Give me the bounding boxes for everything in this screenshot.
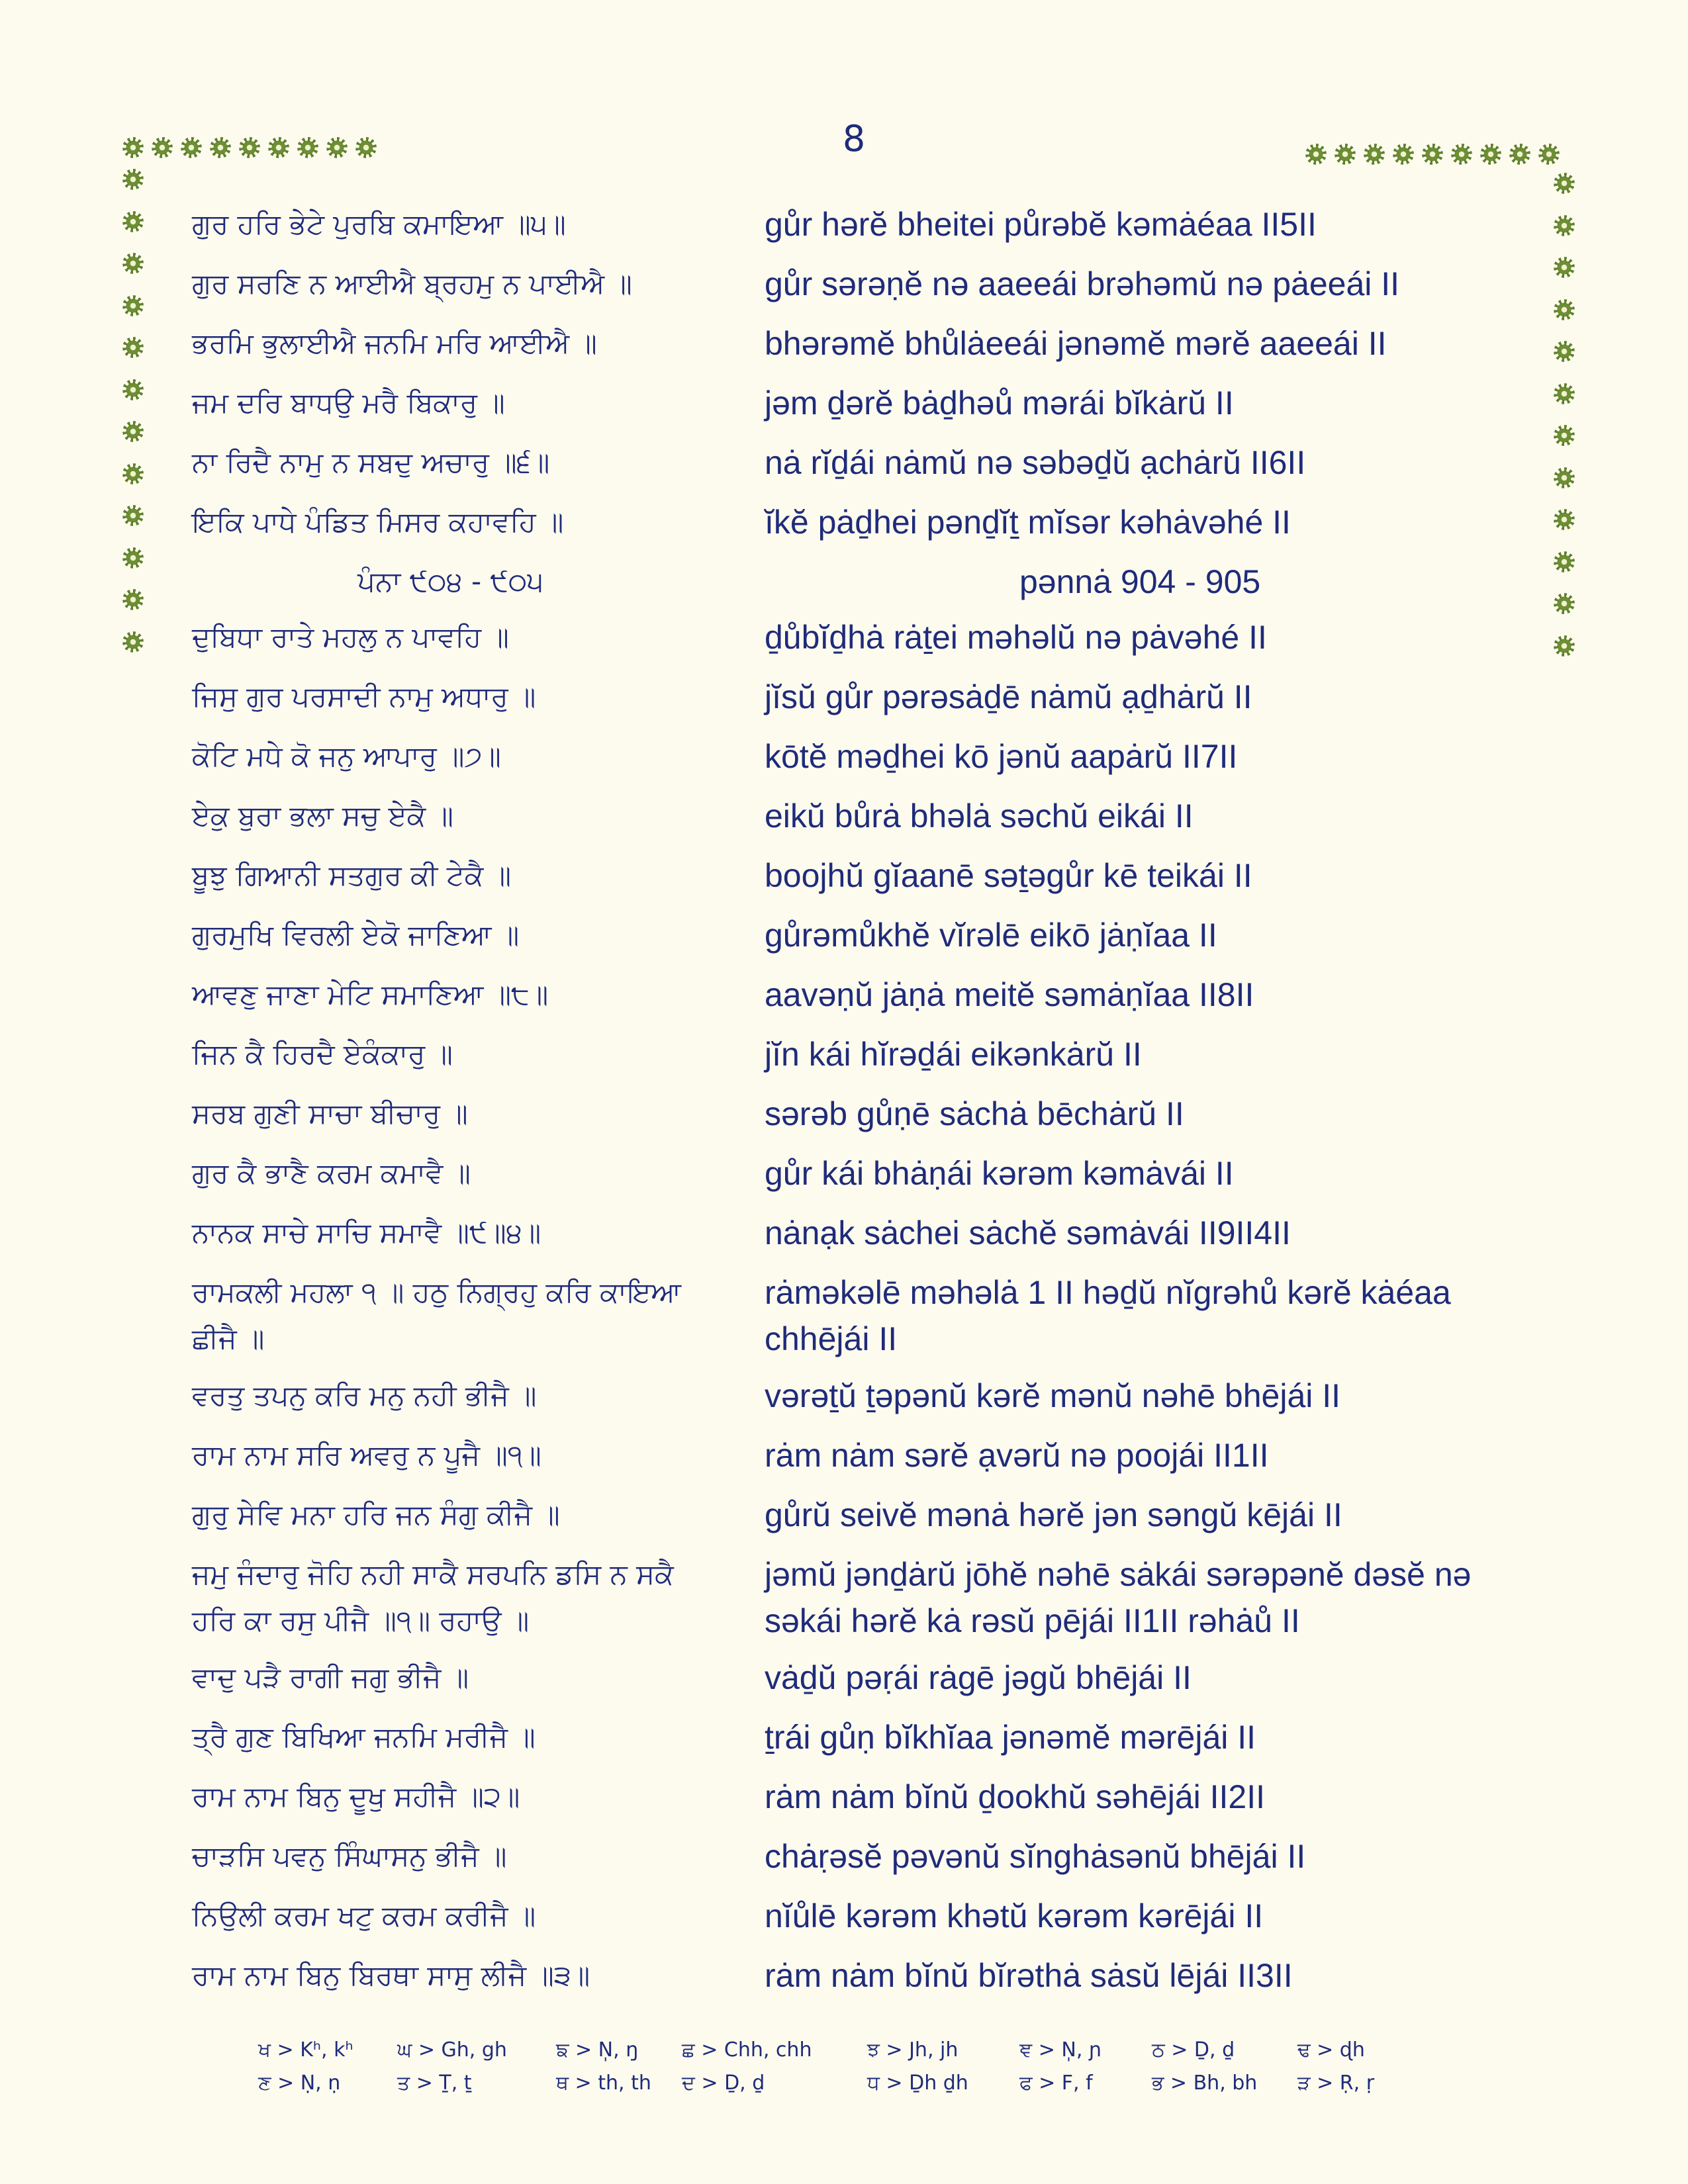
legend-item: ਝ > Jh, jh — [867, 2038, 959, 2062]
gurmukhi-text: ਗੁਰਮੁਖਿ ਵਿਰਲੀ ਏਕੋ ਜਾਣਿਆ ॥ — [192, 919, 520, 951]
transliteration-text: sərəb gůṇē sȧchȧ bēchȧrŭ II — [765, 1095, 1184, 1132]
transliteration-text: gůr hərĕ bheitei půrəbĕ kəmȧéaa II5II — [765, 206, 1317, 243]
legend-item: ਛ > Chh, chh — [682, 2038, 812, 2062]
gurmukhi-text: ਨਿਉਲੀ ਕਰਮ ਖਟੁ ਕਰਮ ਕਰੀਜੈ ॥ — [192, 1899, 536, 1932]
gurmukhi-text: ਨਾ ਰਿਦੈ ਨਾਮੁ ਨ ਸਬਦੁ ਅਚਾਰੁ ॥੬॥ — [192, 446, 550, 478]
transliteration-text: bhərəmĕ bhůlȧeeái jənəmĕ mərĕ aaeeái II — [765, 325, 1387, 362]
transliteration-text: nȧnạk sȧchei sȧchĕ səmȧvái II9II4II — [765, 1214, 1291, 1251]
transliteration-text: boojhŭ gĭaanē səṯəgůr kē teikái II — [765, 857, 1252, 894]
legend-item: ਤ > Ṯ, ṯ — [397, 2071, 472, 2095]
gurmukhi-text: ਰਾਮ ਨਾਮ ਸਰਿ ਅਵਰੁ ਨ ਪੂਜੈ ॥੧॥ — [192, 1439, 541, 1471]
legend-item: ਣ > Ṇ, ṇ — [258, 2071, 341, 2095]
flower-ornament-icon — [1307, 146, 1325, 163]
flower-ornament-icon — [1424, 146, 1441, 163]
flower-ornament-icon — [1556, 343, 1573, 360]
transliteration-text: rȧməkəlē məhəlȧ 1 II həḏŭ nĭgrəhů kərĕ kȧéaa chhējái II — [765, 1274, 1451, 1357]
legend-item: ਢ > ɖh — [1297, 2038, 1365, 2062]
gurmukhi-text: ਇਕਿ ਪਾਧੇ ਪੰਡਿਤ ਮਿਸਰ ਕਹਾਵਹਿ ॥ — [192, 506, 564, 538]
gurmukhi-text: ਵਾਦੁ ਪੜੈ ਰਾਗੀ ਜਗੁ ਭੀਜੈ ॥ — [192, 1661, 469, 1694]
flower-ornament-icon — [212, 139, 229, 156]
flower-ornament-icon — [1336, 146, 1354, 163]
flower-ornament-icon — [270, 139, 287, 156]
flower-ornament-icon — [124, 423, 142, 440]
transliteration-text: vȧḏŭ pəṛái rȧgē jəgŭ bhējái II — [765, 1659, 1192, 1696]
transliteration-text: nĭůlē kərəm khətŭ kərəm kərējái II — [765, 1897, 1264, 1934]
transliteration-text: rȧm nȧm sərĕ ạvərŭ nə poojái II1II — [765, 1437, 1269, 1474]
flower-ornament-icon — [124, 139, 142, 156]
gurmukhi-text: ਵਰਤੁ ਤਪਨੁ ਕਰਿ ਮਨੁ ਨਹੀ ਭੀਜੈ ॥ — [192, 1379, 537, 1412]
legend-item: ਥ > th, th — [556, 2071, 651, 2095]
flower-ornament-icon — [1556, 259, 1573, 276]
page-number: 8 — [842, 118, 866, 159]
transliteration-text: vərəṯŭ ṯəpənŭ kərĕ mənŭ nəhē bhējái II — [765, 1377, 1341, 1414]
flower-ornament-icon — [124, 171, 142, 188]
gurmukhi-text: ਕੋਟਿ ਮਧੇ ਕੋ ਜਨੁ ਆਪਾਰੁ ॥੭॥ — [192, 740, 501, 772]
transliteration-text: jĭsŭ gůr pərəsȧḏē nȧmŭ ạḏhȧrŭ II — [765, 678, 1252, 715]
transliteration-text: ṯrái gůṇ bĭkhĭaa jənəmĕ mərējái II — [765, 1719, 1256, 1756]
gurmukhi-text: ਏਕੁ ਬੁਰਾ ਭਲਾ ਸਚੁ ਏਕੈ ॥ — [192, 799, 453, 832]
gurmukhi-text: ਸਰਬ ਗੁਣੀ ਸਾਚਾ ਬੀਚਾਰੁ ॥ — [192, 1097, 468, 1130]
gurmukhi-text: ਜਮ ਦਰਿ ਬਾਧਉ ਮਰੈ ਬਿਕਾਰੁ ॥ — [192, 387, 505, 419]
flower-ornament-icon — [124, 591, 142, 608]
flower-ornament-icon — [1511, 146, 1528, 163]
gurmukhi-text: ਜਮੁ ਜੰਦਾਰੁ ਜੋਹਿ ਨਹੀ ਸਾਕੈ ਸਰਪਨਿ ਡਸਿ ਨ ਸਕੈ ਹਰਿ ਕਾ ਰਸੁ ਪੀਜੈ ॥੧॥ ਰਹਾਉ ॥ — [192, 1558, 674, 1637]
transliteration-text: ĭkĕ pȧḏhei pənḏĭṯ mĭsər kəhȧvəhé II — [765, 504, 1291, 541]
gurmukhi-text: ਜਿਸੁ ਗੁਰ ਪਰਸਾਦੀ ਨਾਮੁ ਅਧਾਰੁ ॥ — [192, 680, 536, 713]
gurmukhi-text: ਰਾਮ ਨਾਮ ਬਿਨੁ ਬਿਰਥਾ ਸਾਸੁ ਲੀਜੈ ॥੩॥ — [192, 1959, 590, 1991]
flower-ornament-icon — [1366, 146, 1383, 163]
flower-ornament-icon — [124, 549, 142, 567]
flower-ornament-icon — [1482, 146, 1499, 163]
transliteration-text: ḏůbĭḏhȧ rȧṯei məhəlŭ nə pȧvəhé II — [765, 619, 1267, 656]
gurmukhi-text: ਗੁਰ ਕੈ ਭਾਣੈ ਕਰਮ ਕਮਾਵੈ ॥ — [192, 1157, 471, 1189]
legend-item: ੜ > Ṛ, ṛ — [1297, 2071, 1375, 2095]
flower-ornament-icon — [1556, 175, 1573, 192]
flower-ornament-icon — [1395, 146, 1412, 163]
flower-ornament-icon — [1540, 146, 1558, 163]
flower-ornament-icon — [1556, 511, 1573, 528]
flower-ornament-icon — [1556, 637, 1573, 655]
flower-ornament-icon — [1556, 469, 1573, 486]
legend-item: ਦ > Ḏ, ḏ — [682, 2071, 765, 2095]
gurmukhi-text: ਰਾਮ ਨਾਮ ਬਿਨੁ ਦੂਖੁ ਸਹੀਜੈ ॥੨॥ — [192, 1780, 520, 1813]
gurmukhi-text: ਤ੍ਰੈ ਗੁਣ ਬਿਖਿਆ ਜਨਮਿ ਮਰੀਜੈ ॥ — [192, 1721, 536, 1753]
legend-item: ਫ > F, f — [1019, 2071, 1093, 2095]
transliteration-text: kōtĕ məḏhei kō jənŭ aapȧrŭ II7II — [765, 738, 1238, 775]
transliteration-text: jəm ḏərĕ bȧḏhəů mərái bĭkȧrŭ II — [765, 385, 1234, 422]
flower-ornament-icon — [183, 139, 200, 156]
transliteration-text: chȧṛəsĕ pəvənŭ sĭnghȧsənŭ bhējái II — [765, 1838, 1306, 1875]
transliteration-text: eikŭ bůrȧ bhəlȧ səchŭ eikái II — [765, 797, 1194, 835]
transliteration-text: gůr sərəṇĕ nə aaeeái brəhəmŭ nə pȧeeái II — [765, 265, 1400, 302]
legend-item: ਭ > Bh, bh — [1152, 2071, 1258, 2095]
gurmukhi-text: ਨਾਨਕ ਸਾਚੇ ਸਾਚਿ ਸਮਾਵੈ ॥੯॥੪॥ — [192, 1216, 541, 1249]
flower-ornament-icon — [124, 465, 142, 482]
legend-item: ਖ > Kʰ, kʰ — [258, 2038, 353, 2062]
transliteration-text: aavəṇŭ jȧṇȧ meitĕ səmȧṇĭaa II8II — [765, 976, 1254, 1013]
gurmukhi-text: ਆਵਣੁ ਜਾਣਾ ਮੇਟਿ ਸਮਾਣਿਆ ॥੮॥ — [192, 978, 549, 1011]
gurmukhi-text: ਪੰਨਾ ੯੦੪ - ੯੦੫ — [357, 565, 543, 598]
flower-ornament-icon — [124, 297, 142, 314]
transliteration-text: gůr kái bhȧṇái kərəm kəmȧvái II — [765, 1155, 1234, 1192]
gurmukhi-text: ਗੁਰ ਹਰਿ ਭੇਟੇ ਪੁਰਬਿ ਕਮਾਇਆ ॥੫॥ — [192, 208, 566, 240]
transliteration-text: jĭn kái hĭrəḏái eikənkȧrŭ II — [765, 1036, 1142, 1073]
flower-ornament-icon — [357, 139, 375, 156]
transliteration-text: gůrəmůkhĕ vĭrəlē eikō jȧṇĭaa II — [765, 917, 1217, 954]
legend-item: ਧ > Ḏh ḏh — [867, 2071, 968, 2095]
transliteration-text: nȧ rĭḏái nȧmŭ nə səbəḏŭ ạchȧrŭ II6II — [765, 444, 1306, 481]
legend-item: ਞ > N̩, ɲ — [1019, 2038, 1102, 2062]
legend-item: ਙ > N̩, ŋ — [556, 2038, 639, 2062]
flower-ornament-icon — [124, 633, 142, 651]
flower-ornament-icon — [154, 139, 171, 156]
gurmukhi-text: ਭਰਮਿ ਭੁਲਾਈਐ ਜਨਮਿ ਮਰਿ ਆਈਐ ॥ — [192, 327, 597, 359]
flower-ornament-icon — [1556, 427, 1573, 444]
transliteration-text: rȧm nȧm bĭnŭ bĭrəthȧ sȧsŭ lējái II3II — [765, 1957, 1293, 1994]
legend-item: ਘ > Gh, gh — [397, 2038, 507, 2062]
flower-ornament-icon — [241, 139, 258, 156]
transliteration-text: jəmŭ jənḏȧrŭ jōhĕ nəhē sȧkái sərəpənĕ dəsĕ nə səkái hərĕ kȧ rəsŭ pējái II1II rəhȧů II — [765, 1556, 1472, 1639]
gurmukhi-text: ਬੂਝੁ ਗਿਆਨੀ ਸਤਗੁਰ ਕੀ ਟੇਕੈ ॥ — [192, 859, 512, 891]
transliteration-text: gůrŭ seivĕ mənȧ hərĕ jən səngŭ kējái II — [765, 1496, 1342, 1533]
flower-ornament-icon — [124, 339, 142, 356]
gurmukhi-text: ਰਾਮਕਲੀ ਮਹਲਾ ੧ ॥ ਹਠੁ ਨਿਗ੍ਰਹੁ ਕਰਿ ਕਾਇਆ ਛੀਜੈ ॥ — [192, 1276, 682, 1355]
gurmukhi-text: ਦੁਬਿਧਾ ਰਾਤੇ ਮਹਲੁ ਨ ਪਾਵਹਿ ॥ — [192, 621, 509, 653]
gurmukhi-text: ਗੁਰੁ ਸੇਵਿ ਮਨਾ ਹਰਿ ਜਨ ਸੰਗੁ ਕੀਜੈ ॥ — [192, 1498, 560, 1531]
legend-item: ਠ > Ḏ, ḏ — [1152, 2038, 1235, 2062]
flower-ornament-icon — [124, 255, 142, 272]
flower-ornament-icon — [1453, 146, 1470, 163]
flower-ornament-icon — [124, 507, 142, 524]
gurmukhi-text: ਗੁਰ ਸਰਣਿ ਨ ਆਈਐ ਬ੍ਰਹਮੁ ਨ ਪਾਈਐ ॥ — [192, 267, 632, 300]
transliteration-text: rȧm nȧm bĭnŭ ḏookhŭ səhējái II2II — [765, 1778, 1266, 1815]
flower-ornament-icon — [124, 213, 142, 230]
flower-ornament-icon — [328, 139, 346, 156]
flower-ornament-icon — [1556, 217, 1573, 234]
gurmukhi-text: ਜਿਨ ਕੈ ਹਿਰਦੈ ਏਕੰਕਾਰੁ ॥ — [192, 1038, 453, 1070]
gurmukhi-text: ਚਾੜਸਿ ਪਵਨੁ ਸਿੰਘਾਸਨੁ ਭੀਜੈ ॥ — [192, 1840, 507, 1872]
flower-ornament-icon — [124, 381, 142, 398]
flower-ornament-icon — [1556, 301, 1573, 318]
transliteration-text: pənnȧ 904 - 905 — [1019, 563, 1261, 600]
flower-ornament-icon — [1556, 385, 1573, 402]
flower-ornament-icon — [299, 139, 316, 156]
